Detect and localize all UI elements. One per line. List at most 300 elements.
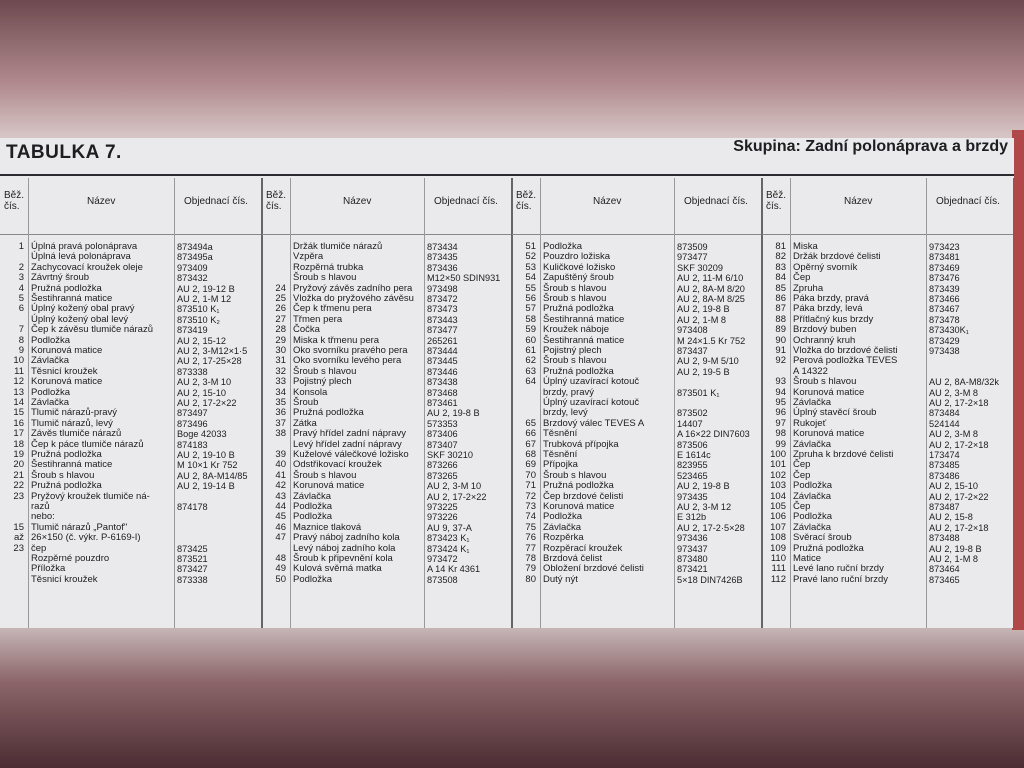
row-name: Pružná podložka (31, 449, 102, 460)
row-number: 112 (770, 573, 786, 585)
header-name (28, 178, 175, 234)
row-name: Podložka (31, 386, 71, 398)
row-code: 873473 (427, 304, 458, 315)
row-number: 50 (275, 573, 286, 585)
row-number: 51 (525, 241, 536, 252)
row-name: Podložka (543, 511, 583, 523)
row-number: 63 (525, 365, 536, 377)
row-code: AU 2, 1-M 8 (929, 554, 979, 564)
row-number: 77 (525, 542, 536, 554)
row-code: 873419 (177, 325, 208, 336)
page-header (0, 138, 1014, 178)
row-code: 873338 (177, 366, 208, 377)
row-code: Boge 42033 (177, 429, 227, 440)
row-code: AU 2, 17-2×18 (929, 522, 989, 533)
table-block-2 (262, 178, 512, 628)
row-name: Příložka (31, 563, 66, 575)
header-underline (762, 234, 1014, 235)
row-name: Úplný stavěcí šroub (793, 407, 877, 419)
row-name: Trubková přípojka (543, 438, 619, 450)
row-code: 973408 (677, 325, 708, 336)
row-name: Odstřikovací kroužek (293, 459, 382, 471)
row-name: Šroub s hlavou (31, 469, 95, 481)
row-number: 23 (13, 542, 24, 554)
row-number: 21 (13, 469, 24, 481)
background-bottom (0, 626, 1024, 768)
row-name: Třmen pera (293, 313, 343, 325)
row-number: 102 (770, 469, 786, 481)
row-name: Držák tlumiče nárazů (293, 241, 383, 252)
header-code (674, 178, 762, 234)
row-name: Matice (793, 553, 821, 564)
row-name: Podložka (543, 241, 583, 252)
row-number: 100 (770, 449, 786, 460)
row-number: 32 (275, 365, 286, 377)
row-number: 57 (525, 303, 536, 315)
row-name: razů (31, 501, 50, 512)
row-name: Tlumič nárazů „Pantof" (31, 521, 128, 533)
header-name-label: Název (844, 196, 873, 207)
row-code: AU 2, 19-14 B (177, 481, 235, 492)
row-code: A 16×22 DIN7603 (677, 429, 750, 440)
row-code: 973409 (177, 262, 208, 273)
row-code: 873510 K₂ (177, 314, 220, 325)
row-code: AU 2, 8A-M 8/20 (677, 283, 745, 294)
row-code: AU 2, 19-8 B (677, 481, 730, 492)
row-number: 38 (275, 428, 286, 440)
row-code: 173474 (929, 450, 960, 460)
header-code-label: Objednací čís. (936, 196, 1000, 207)
row-name: Oko svorníku levého pera (293, 355, 402, 367)
row-code: 973472 (427, 554, 458, 564)
row-code: 873497 (177, 408, 208, 419)
row-number: 54 (525, 272, 536, 284)
row-number: 80 (525, 573, 536, 585)
row-number: 3 (18, 272, 24, 284)
row-code: 823955 (677, 460, 708, 471)
row-number: 98 (775, 428, 786, 440)
row-number: 2 (18, 261, 24, 273)
row-number: 56 (525, 293, 536, 304)
row-code: 873435 (427, 252, 458, 263)
row-code: 873488 (929, 533, 960, 544)
row-code: 873502 (677, 408, 708, 419)
row-code: 873467 (929, 304, 960, 315)
row-code: 873510 K₁ (177, 304, 220, 315)
row-name: Tlumič nárazů, levý (31, 417, 113, 429)
header-no (762, 178, 791, 234)
row-number: 69 (525, 459, 536, 471)
row-number: 96 (775, 407, 786, 419)
row-name: Pružná podložka (31, 282, 102, 294)
row-code: AU 2, 8A-M14/85 (177, 470, 248, 481)
row-name: Čep k třmenu pera (293, 303, 372, 315)
row-code: 973423 (929, 242, 960, 252)
row-name: Vložka do brzdové čelisti (793, 345, 898, 356)
header-no-label: Běž. čís. (766, 190, 787, 212)
row-code: AU 2, 3-M 8 (929, 429, 979, 440)
background-top (0, 0, 1024, 140)
row-code: 873501 K₁ (677, 387, 720, 398)
row-code: 523465 (677, 470, 708, 481)
row-code: AU 2, 19-10 B (177, 450, 235, 460)
row-number: 46 (275, 521, 286, 533)
row-code: 973225 (427, 502, 458, 512)
header-code-label: Objednací čís. (434, 196, 498, 207)
row-code: 873472 (427, 294, 458, 304)
row-name: Těsnění (543, 449, 578, 460)
row-number: 75 (525, 521, 536, 533)
row-code: AU 2, 19-8 B (677, 304, 730, 315)
row-code: AU 2, 17-25×28 (177, 356, 242, 367)
row-code: AU 2, 3-M 8 (929, 387, 979, 398)
row-number: 6 (18, 303, 24, 315)
row-name: Čep (793, 469, 811, 481)
row-code: 873445 (427, 356, 458, 367)
row-code: 873466 (929, 294, 960, 304)
row-number: 95 (775, 397, 786, 408)
row-code: 973435 (677, 491, 708, 502)
row-name: Miska (793, 241, 818, 252)
row-name: Úplná levá polonáprava (31, 251, 131, 263)
table-block-1 (0, 178, 262, 628)
row-code: AU 2, 3-M 10 (427, 481, 482, 492)
row-code: 524144 (929, 418, 960, 429)
row-number: 24 (275, 282, 286, 294)
row-code: M12×50 SDIN931 (427, 273, 501, 284)
row-code: 873480 (677, 554, 708, 564)
header-code (174, 178, 262, 234)
row-code: 873446 (427, 366, 458, 377)
row-code: 873495a (177, 252, 213, 263)
header-code (926, 178, 1014, 234)
row-name: Podložka (793, 511, 833, 523)
row-name: Pružná podložka (543, 303, 614, 315)
row-name: Pravé lano ruční brzdy (793, 573, 889, 585)
row-name: Korunová matice (543, 501, 615, 512)
row-name: Korunová matice (31, 376, 103, 388)
row-code: 5×18 DIN7426B (677, 574, 743, 585)
header-code (424, 178, 512, 234)
row-name: Pružná podložka (293, 407, 364, 419)
row-name: Závlačka (793, 397, 832, 408)
row-name: Těsnicí kroužek (31, 573, 98, 585)
row-name: Korunová matice (793, 428, 865, 440)
row-name: Pouzdro ložiska (543, 251, 611, 263)
row-number: 55 (525, 282, 536, 294)
row-number: 62 (525, 355, 536, 367)
row-name: Vložka do pryžového závěsu (293, 293, 414, 304)
header-no (262, 178, 291, 234)
row-number: 111 (771, 563, 786, 575)
row-number: 76 (525, 532, 536, 544)
header-underline (262, 234, 512, 235)
row-name: Pružná podložka (31, 480, 102, 492)
row-number: 52 (525, 251, 536, 263)
row-number: 68 (525, 449, 536, 460)
row-number: 60 (525, 334, 536, 346)
row-number: 10 (13, 355, 24, 367)
row-code: 873506 (677, 439, 708, 450)
row-name: Podložka (293, 573, 333, 585)
row-name: Šroub s hlavou (293, 469, 357, 481)
row-name: 26×150 (č. výkr. P-6169-I) (31, 532, 141, 544)
row-name: Svěrací šroub (793, 532, 852, 544)
row-number: 90 (775, 334, 786, 346)
row-name: Pravý hřídel zadní nápravy (293, 428, 407, 440)
row-number: 86 (775, 293, 786, 304)
row-name: Závlačka (793, 438, 832, 450)
row-name: Šroub k připevnění kola (293, 553, 393, 564)
row-name: Šestihranná matice (543, 313, 625, 325)
row-number: 29 (275, 334, 286, 346)
row-code: AU 9, 37-A (427, 522, 472, 533)
row-name: Čočka (293, 324, 320, 336)
row-code: 873521 (177, 554, 208, 564)
row-number: 9 (18, 345, 24, 356)
row-number: 110 (770, 553, 786, 564)
row-name: Pryžový kroužek tlumiče ná- (31, 490, 150, 502)
row-code: AU 2, 15-12 (177, 335, 227, 346)
row-code: 873477 (427, 325, 458, 336)
row-number: 104 (770, 490, 786, 502)
row-number: 107 (770, 521, 786, 533)
row-number: 39 (275, 449, 286, 460)
row-name: Úplný kožený obal levý (31, 313, 129, 325)
row-number: 85 (775, 282, 786, 294)
row-code: AU 2, 17-2×18 (929, 398, 989, 408)
row-code: 873432 (177, 273, 208, 284)
row-code: 873496 (177, 418, 208, 429)
row-name: Rukojeť (793, 417, 827, 429)
row-name: Šroub (293, 397, 319, 408)
row-code: 973437 (677, 543, 708, 554)
row-code: E 1614c (677, 450, 711, 460)
row-name: Páka brzdy, levá (793, 303, 863, 315)
row-code: 873494a (177, 242, 213, 252)
row-name: Levý náboj zadního kola (293, 542, 396, 554)
row-code: 873406 (427, 429, 458, 440)
row-name: Brzdový buben (793, 324, 857, 336)
row-code: AU 2, 17-2·5×28 (677, 522, 745, 533)
row-name: Rozpěrka (543, 532, 584, 544)
row-number: 59 (525, 324, 536, 336)
row-name: Pružná podložka (793, 542, 864, 554)
row-name: Zátka (293, 417, 317, 429)
row-name: Šroub s hlavou (543, 293, 607, 304)
row-code: M 24×1.5 Kr 752 (677, 335, 746, 346)
row-code: AU 2, 19-5 B (677, 366, 730, 377)
row-code: 873469 (929, 262, 960, 273)
row-code: AU 2, 17-2×22 (177, 398, 237, 408)
row-name: Závlačka (793, 521, 832, 533)
row-number: 40 (275, 459, 286, 471)
row-name: Závlačka (31, 355, 70, 367)
row-number: 5 (18, 293, 24, 304)
row-code: 873424 K₁ (427, 543, 470, 554)
row-code: 873481 (929, 252, 960, 263)
row-name: Šroub s hlavou (293, 365, 357, 377)
row-code: 873485 (929, 460, 960, 471)
row-code: 873476 (929, 273, 960, 284)
row-code: 573353 (427, 418, 458, 429)
row-name: Šestihranná matice (543, 334, 625, 346)
row-code: AU 2, 19-12 B (177, 283, 235, 294)
row-name: Úplný kožený obal pravý (31, 303, 135, 315)
row-name: Pravý náboj zadního kola (293, 532, 400, 544)
row-name: Perová podložka TEVES (793, 355, 898, 367)
row-code: AU 2, 8A-M 8/25 (677, 294, 745, 304)
row-code: 874178 (177, 502, 208, 512)
row-name: Šroub s hlavou (293, 272, 357, 284)
row-name: Čep (793, 272, 811, 284)
row-number: 47 (275, 532, 286, 544)
row-code: 873423 K₁ (427, 533, 470, 544)
row-name: Brzdová čelist (543, 553, 603, 564)
header-name (540, 178, 675, 234)
row-number: 8 (18, 334, 24, 346)
row-number: 101 (770, 459, 786, 471)
row-number: 17 (13, 428, 24, 440)
row-code: 265261 (427, 335, 458, 346)
row-code: 873266 (427, 460, 458, 471)
row-code: AU 2, 9-M 5/10 (677, 356, 739, 367)
row-code: AU 2, 1-M 12 (177, 294, 232, 304)
row-name: Šestihranná matice (31, 459, 113, 471)
row-name: Závlačka (293, 490, 332, 502)
row-code: 873407 (427, 439, 458, 450)
row-code: AU 2, 3-M 10 (177, 377, 232, 388)
row-code: 973438 (929, 346, 960, 356)
row-name: Korunová matice (31, 345, 103, 356)
row-number: 66 (525, 428, 536, 440)
row-number: 81 (775, 241, 786, 252)
row-name: Rozpěrné pouzdro (31, 553, 110, 564)
group-label: Skupina: Zadní polonáprava a brzdy (733, 138, 1008, 155)
row-code: 873421 (677, 564, 708, 575)
row-number: 89 (775, 324, 786, 336)
row-name: Čep (793, 501, 811, 512)
row-name: Přítlačný kus brzdy (793, 313, 874, 325)
row-number: 34 (275, 386, 286, 398)
row-number: 91 (775, 345, 786, 356)
row-number: 94 (775, 386, 786, 398)
row-code: 873486 (929, 470, 960, 481)
row-code: AU 2, 15-8 (929, 512, 973, 523)
row-number: 88 (775, 313, 786, 325)
row-code: 873487 (929, 502, 960, 512)
row-code: 873429 (929, 335, 960, 346)
row-name: Dutý nýt (543, 573, 578, 585)
row-name: Šroub s hlavou (793, 376, 857, 388)
row-code: E 312b (677, 512, 707, 523)
row-name: Čep (793, 459, 811, 471)
header-name-label: Název (343, 196, 372, 207)
header-no (0, 178, 29, 234)
row-name: Závlačka (31, 397, 70, 408)
header-code-label: Objednací čís. (684, 196, 748, 207)
row-number: 41 (275, 469, 286, 481)
row-number: 58 (525, 313, 536, 325)
row-code: M 10×1 Kr 752 (177, 460, 238, 471)
row-number: 64 (525, 376, 536, 388)
row-number: 48 (275, 553, 286, 564)
row-number: 84 (775, 272, 786, 284)
header-name (290, 178, 425, 234)
row-number: 92 (775, 355, 786, 367)
row-code: 873444 (427, 346, 458, 356)
row-number: 16 (13, 417, 24, 429)
row-code: 873439 (929, 283, 960, 294)
row-name: Korunová matice (793, 386, 865, 398)
row-name: Těsnicí kroužek (31, 365, 98, 377)
row-number: 79 (525, 563, 536, 575)
row-name: Korunová matice (293, 480, 365, 492)
header-no (512, 178, 541, 234)
row-name: Podložka (793, 480, 833, 492)
row-name: Levé lano ruční brzdy (793, 563, 884, 575)
row-code: 873509 (677, 242, 708, 252)
row-number: 13 (13, 386, 24, 398)
row-code: AU 2, 17-2×22 (929, 491, 989, 502)
row-number: 28 (275, 324, 286, 336)
row-code: 973226 (427, 512, 458, 523)
row-name: Kuličkové ložisko (543, 261, 616, 273)
table-row (762, 575, 1014, 585)
row-name: Závlačka (543, 521, 582, 533)
row-code: AU 2, 17-2×18 (929, 439, 989, 450)
row-name: Kuželové válečkové ložisko (293, 449, 409, 460)
row-code: 973436 (677, 533, 708, 544)
row-number: 103 (770, 480, 786, 492)
row-code: 873338 (177, 574, 208, 585)
row-code: AU 2, 1-M 8 (677, 314, 727, 325)
row-number: 20 (13, 459, 24, 471)
row-name: Zachycovací kroužek oleje (31, 261, 143, 273)
row-code: 873434 (427, 242, 458, 252)
table-row (262, 575, 512, 585)
row-number: 71 (525, 480, 536, 492)
row-number: 22 (13, 480, 24, 492)
row-name: Maznice tlaková (293, 521, 362, 533)
row-number: 27 (275, 313, 286, 325)
row-code: AU 2, 17-2×22 (427, 491, 487, 502)
row-code: 14407 (677, 418, 703, 429)
row-name: Úplný uzavírací kotouč (543, 397, 640, 408)
row-name: Ochranný kruh (793, 334, 856, 346)
row-name: Vzpěra (293, 251, 324, 263)
row-number: 93 (775, 376, 786, 388)
row-name: Rozpěrací kroužek (543, 542, 623, 554)
table-row (512, 575, 762, 585)
header-rule (0, 174, 1014, 176)
parts-table (0, 178, 1014, 628)
row-number: 43 (275, 490, 286, 502)
row-code: 973477 (677, 252, 708, 263)
row-code: A 14 Kr 4361 (427, 564, 481, 575)
row-name: Oko svorníku pravého pera (293, 345, 408, 356)
row-code: 873436 (427, 262, 458, 273)
row-number: 44 (275, 501, 286, 512)
row-number: 73 (525, 501, 536, 512)
row-number: 4 (18, 282, 24, 294)
row-name: Šroub s hlavou (543, 355, 607, 367)
row-number: 30 (275, 345, 286, 356)
row-name: Závlačka (793, 490, 832, 502)
row-name: Pryžový závěs zadního pera (293, 282, 413, 294)
row-number: 37 (275, 417, 286, 429)
row-number: 83 (775, 261, 786, 273)
